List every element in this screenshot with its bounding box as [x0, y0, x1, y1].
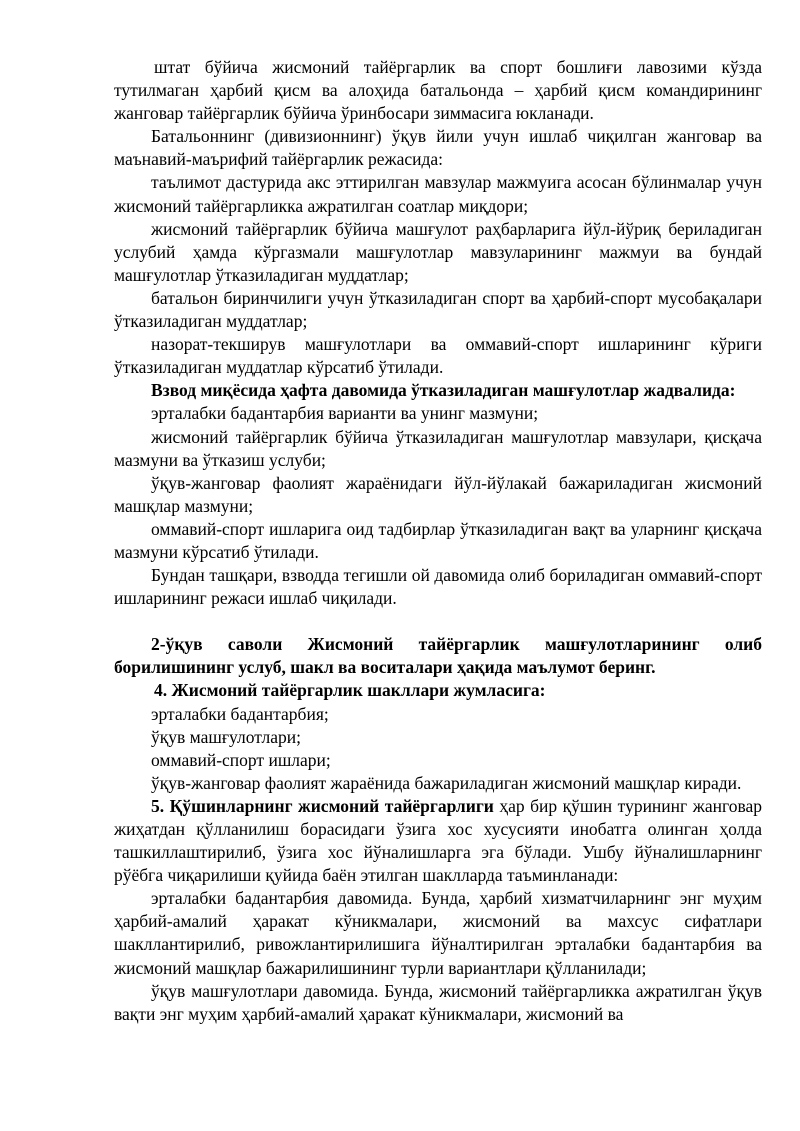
- section-heading-4: 4. Жисмоний тайёргарлик шакллари жумласига:: [154, 680, 546, 701]
- paragraph-9: жисмоний тайёргарлик бўйича ўтказиладиган машғулотлар мавзулари, қисқача мазмуни ва ўтказиш услуби;: [114, 426, 762, 470]
- paragraph-19-text: ҳар бир қўшин турининг жанговар жиҳатдан қўлланилиш борасидаги ўзига хос хусусияти инобатга олинган ҳолда ташкиллаштирилиб, ўзига хос йўналишларга эга бўлади. Ушбу йўналишларнинг рўёбга чиқарилиши қуйида баён этилган шаклларда таъминланади:: [114, 795, 762, 886]
- paragraph-gap: [114, 610, 762, 633]
- paragraph-21: ўқув машғулотлари давомида. Бунда, жисмоний тайёргарликка ажратилган ўқув вақти энг муҳим ҳарбий-амалий ҳаракат кўникмалари, жисмоний ва: [114, 980, 762, 1024]
- paragraph-12: Бундан ташқари, взводда тегишли ой давомида олиб бориладиган оммавий-спорт ишларининг режаси ишлаб чиқилади.: [114, 565, 762, 609]
- paragraph-10: ўқув-жанговар фаолият жараёнидаги йўл-йўлакай бажариладиган жисмоний машқлар мазмуни;: [114, 472, 762, 516]
- paragraph-19: [114, 795, 762, 887]
- paragraph-5: батальон биринчилиги учун ўтказиладиган спорт ва ҳарбий-спорт мусобақалари ўтказиладиган муддатлар;: [114, 287, 762, 332]
- paragraph-14: [114, 679, 762, 702]
- document-page: [114, 56, 762, 1026]
- paragraph-17: оммавий-спорт ишлари;: [151, 749, 331, 770]
- paragraph-8: эрталабки бадантарбия варианти ва унинг мазмуни;: [151, 403, 539, 424]
- paragraph-20: эрталабки бадантарбия давомида. Бунда, ҳарбий хизматчиларнинг энг муҳим ҳарбий-амалий ҳаракат кўникмалари, жисмоний ва махсус сифатлари шакллантирилиб, ривожлантирилишига йўналтирилган эрталабки бадантарбия ва жисмоний машқлар бажарилишининг турли вариантлари қўлланилади;: [114, 888, 762, 978]
- paragraph-2: Батальоннинг (дивизионнинг) ўқув йили учун ишлаб чиқилган жанговар ва маънавий-маърифий тайёргарлик режасида:: [114, 126, 762, 170]
- paragraph-6: назорат-текширув машғулотлари ва оммавий-спорт ишларининг кўриги ўтказиладиган муддатлар кўрсатиб ўтилади.: [114, 334, 762, 378]
- paragraph-18: ўқув-жанговар фаолият жараёнида бажариладиган жисмоний машқлар киради.: [151, 772, 742, 793]
- paragraph-4: жисмоний тайёргарлик бўйича машғулот раҳбарларига йўл-йўриқ бериладиган услубий ҳамда кўргазмали машғулотлар мавзуларининг мажмуи ва бундай машғулотлар ўтказиладиган муддатлар;: [114, 218, 762, 285]
- question-heading: 2-ўқув саволи Жисмоний тайёргарлик машғулотларининг олиб борилишининг услуб, шакл ва воситалари ҳақида маълумот беринг.: [114, 634, 762, 678]
- paragraph-13-question: [114, 633, 762, 679]
- paragraph-11: оммавий-спорт ишларига оид тадбирлар ўтказиладиган вақт ва уларнинг қисқача мазмуни кўрсатиб ўтилади.: [114, 518, 762, 562]
- paragraph-7-bold: [114, 379, 762, 402]
- bold-heading: Взвод миқёсида ҳафта давомида ўтказиладиган машғулотлар жадвалида:: [151, 380, 736, 401]
- paragraph-1: штат бўйича жисмоний тайёргарлик ва спорт бошлиғи лавозими кўзда тутилмаган ҳарбий қисм ва алоҳида батальонда – ҳарбий қисм командирининг жанговар тайёргарлик бўйича ўринбосари зиммасига юкланади.: [114, 57, 762, 124]
- paragraph-3: таълимот дастурида акс эттирилган мавзулар мажмуига асосан бўлинмалар учун жисмоний тайёргарликка ажратилган соатлар миқдори;: [114, 172, 762, 216]
- section-heading-5: 5. Қўшинларнинг жисмоний тайёргарлиги: [151, 795, 494, 816]
- paragraph-16: ўқув машғулотлари;: [151, 726, 301, 747]
- paragraph-15: эрталабки бадантарбия;: [151, 703, 329, 724]
